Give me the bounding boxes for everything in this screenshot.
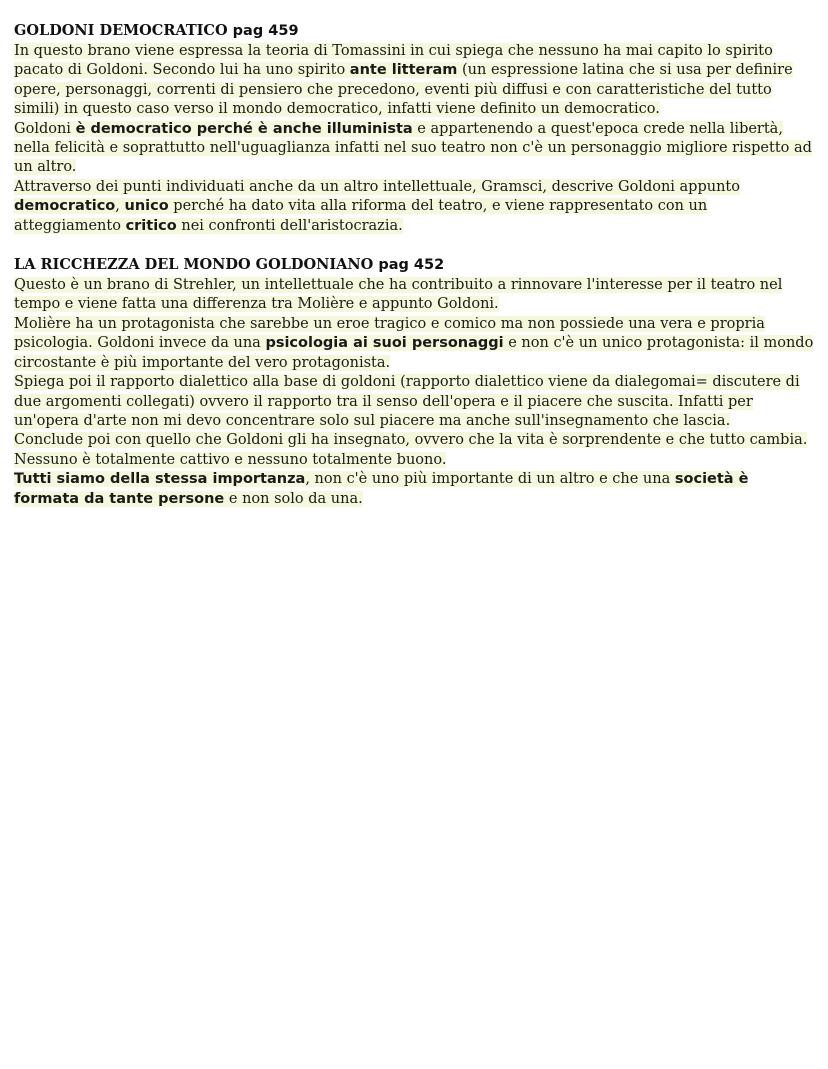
text-run: In questo brano viene espressa la teoria di Tomassini in cui spiega che nessuno ha mai capito lo spirito pacato di Goldoni. Secondo lui ha uno spirito xyxy=(14,43,773,79)
text-run: , non c'è uno più importante di un altro e che una xyxy=(305,471,675,488)
bold-text: è democratico perché è anche illuminista xyxy=(75,120,413,137)
highlighted-text xyxy=(14,43,793,117)
section-title: GOLDONI DEMOCRATICO xyxy=(14,22,228,39)
section-heading xyxy=(14,21,814,41)
paragraph xyxy=(14,470,814,509)
page-reference: pag 452 xyxy=(378,257,445,274)
text-run: Goldoni xyxy=(14,120,76,137)
highlighted-text xyxy=(14,179,740,234)
text-run: Molière ha un protagonista che sarebbe un eroe tragico e comico ma non possiede una vera e propria psicologia. Goldoni invece da una xyxy=(14,315,765,352)
paragraph xyxy=(14,276,814,315)
text-run: e appartenendo a quest'epoca crede nella libertà, nella felicità e soprattutto nell'uguaglianza infatti nel suo teatro non c'è un personaggio migliore rispetto ad un altro. xyxy=(14,120,812,176)
bold-text: psicologia ai suoi personaggi xyxy=(265,335,504,352)
highlighted-text: Conclude poi con quello che Goldoni gli ha insegnato, ovvero che la vita è sorprendente e che tutto cambia. Nessuno è totalmente cattivo e nessuno totalmente buono. xyxy=(14,432,808,468)
paragraph xyxy=(14,431,814,470)
section-heading xyxy=(14,255,814,275)
paragraph xyxy=(14,373,814,431)
page-reference: pag 459 xyxy=(232,23,299,39)
text-run: , xyxy=(115,198,125,215)
paragraph xyxy=(14,315,814,373)
bold-text: società è formata da tante persone xyxy=(14,471,749,507)
highlighted-text xyxy=(14,121,812,176)
section-ricchezza-mondo-goldoniano xyxy=(14,255,814,509)
section-goldoni-democratico xyxy=(14,21,814,236)
highlighted-text: Questo è un brano di Strehler, un intellettuale che ha contribuito a rinnovare l'interesse per il teatro nel tempo e viene fatta una differenza tra Molière e appunto Goldoni. xyxy=(14,277,783,313)
text-run: nei confronti dell'aristocrazia. xyxy=(176,217,403,234)
text-run: perché ha dato vita alla riforma del teatro, e viene rappresentato con un atteggiamento xyxy=(14,198,708,234)
text-run: Attraverso dei punti individuati anche da un altro intellettuale, Gramsci, descrive Goldoni appunto xyxy=(14,178,740,195)
bold-text: critico xyxy=(125,217,177,234)
highlighted-text xyxy=(14,471,748,506)
bold-text: ante litteram xyxy=(349,62,458,79)
text-run: e non solo da una. xyxy=(224,490,363,507)
section-title: LA RICCHEZZA DEL MONDO GOLDONIANO xyxy=(14,256,374,274)
bold-text: democratico xyxy=(14,198,116,215)
paragraph xyxy=(14,178,814,236)
text-run: (un espressione latina che si usa per definire opere, personaggi, correnti di pensiero che precedono, eventi più diffusi e con caratteristiche del tutto simili) in questo caso verso il mondo democratico, infatti viene definito un democratico. xyxy=(14,62,793,118)
highlighted-text: Spiega poi il rapporto dialettico alla base di goldoni (rapporto dialettico viene da dialegomai= discutere di due argomenti collegati) ovvero il rapporto tra il senso dell'opera e il piacere che suscita. Infatti per un'opera d'arte non mi devo concentrare solo sul piacere ma anche sull'insegnamento che lascia. xyxy=(14,374,800,429)
paragraph xyxy=(14,42,814,120)
paragraph xyxy=(14,120,814,178)
text-run: e non c'è un unico protagonista: il mondo circostante è più importante del vero protagonista. xyxy=(14,335,814,371)
bold-text: unico xyxy=(124,198,169,215)
bold-text: Tutti siamo della stessa importanza xyxy=(14,471,306,488)
highlighted-text xyxy=(14,316,813,371)
